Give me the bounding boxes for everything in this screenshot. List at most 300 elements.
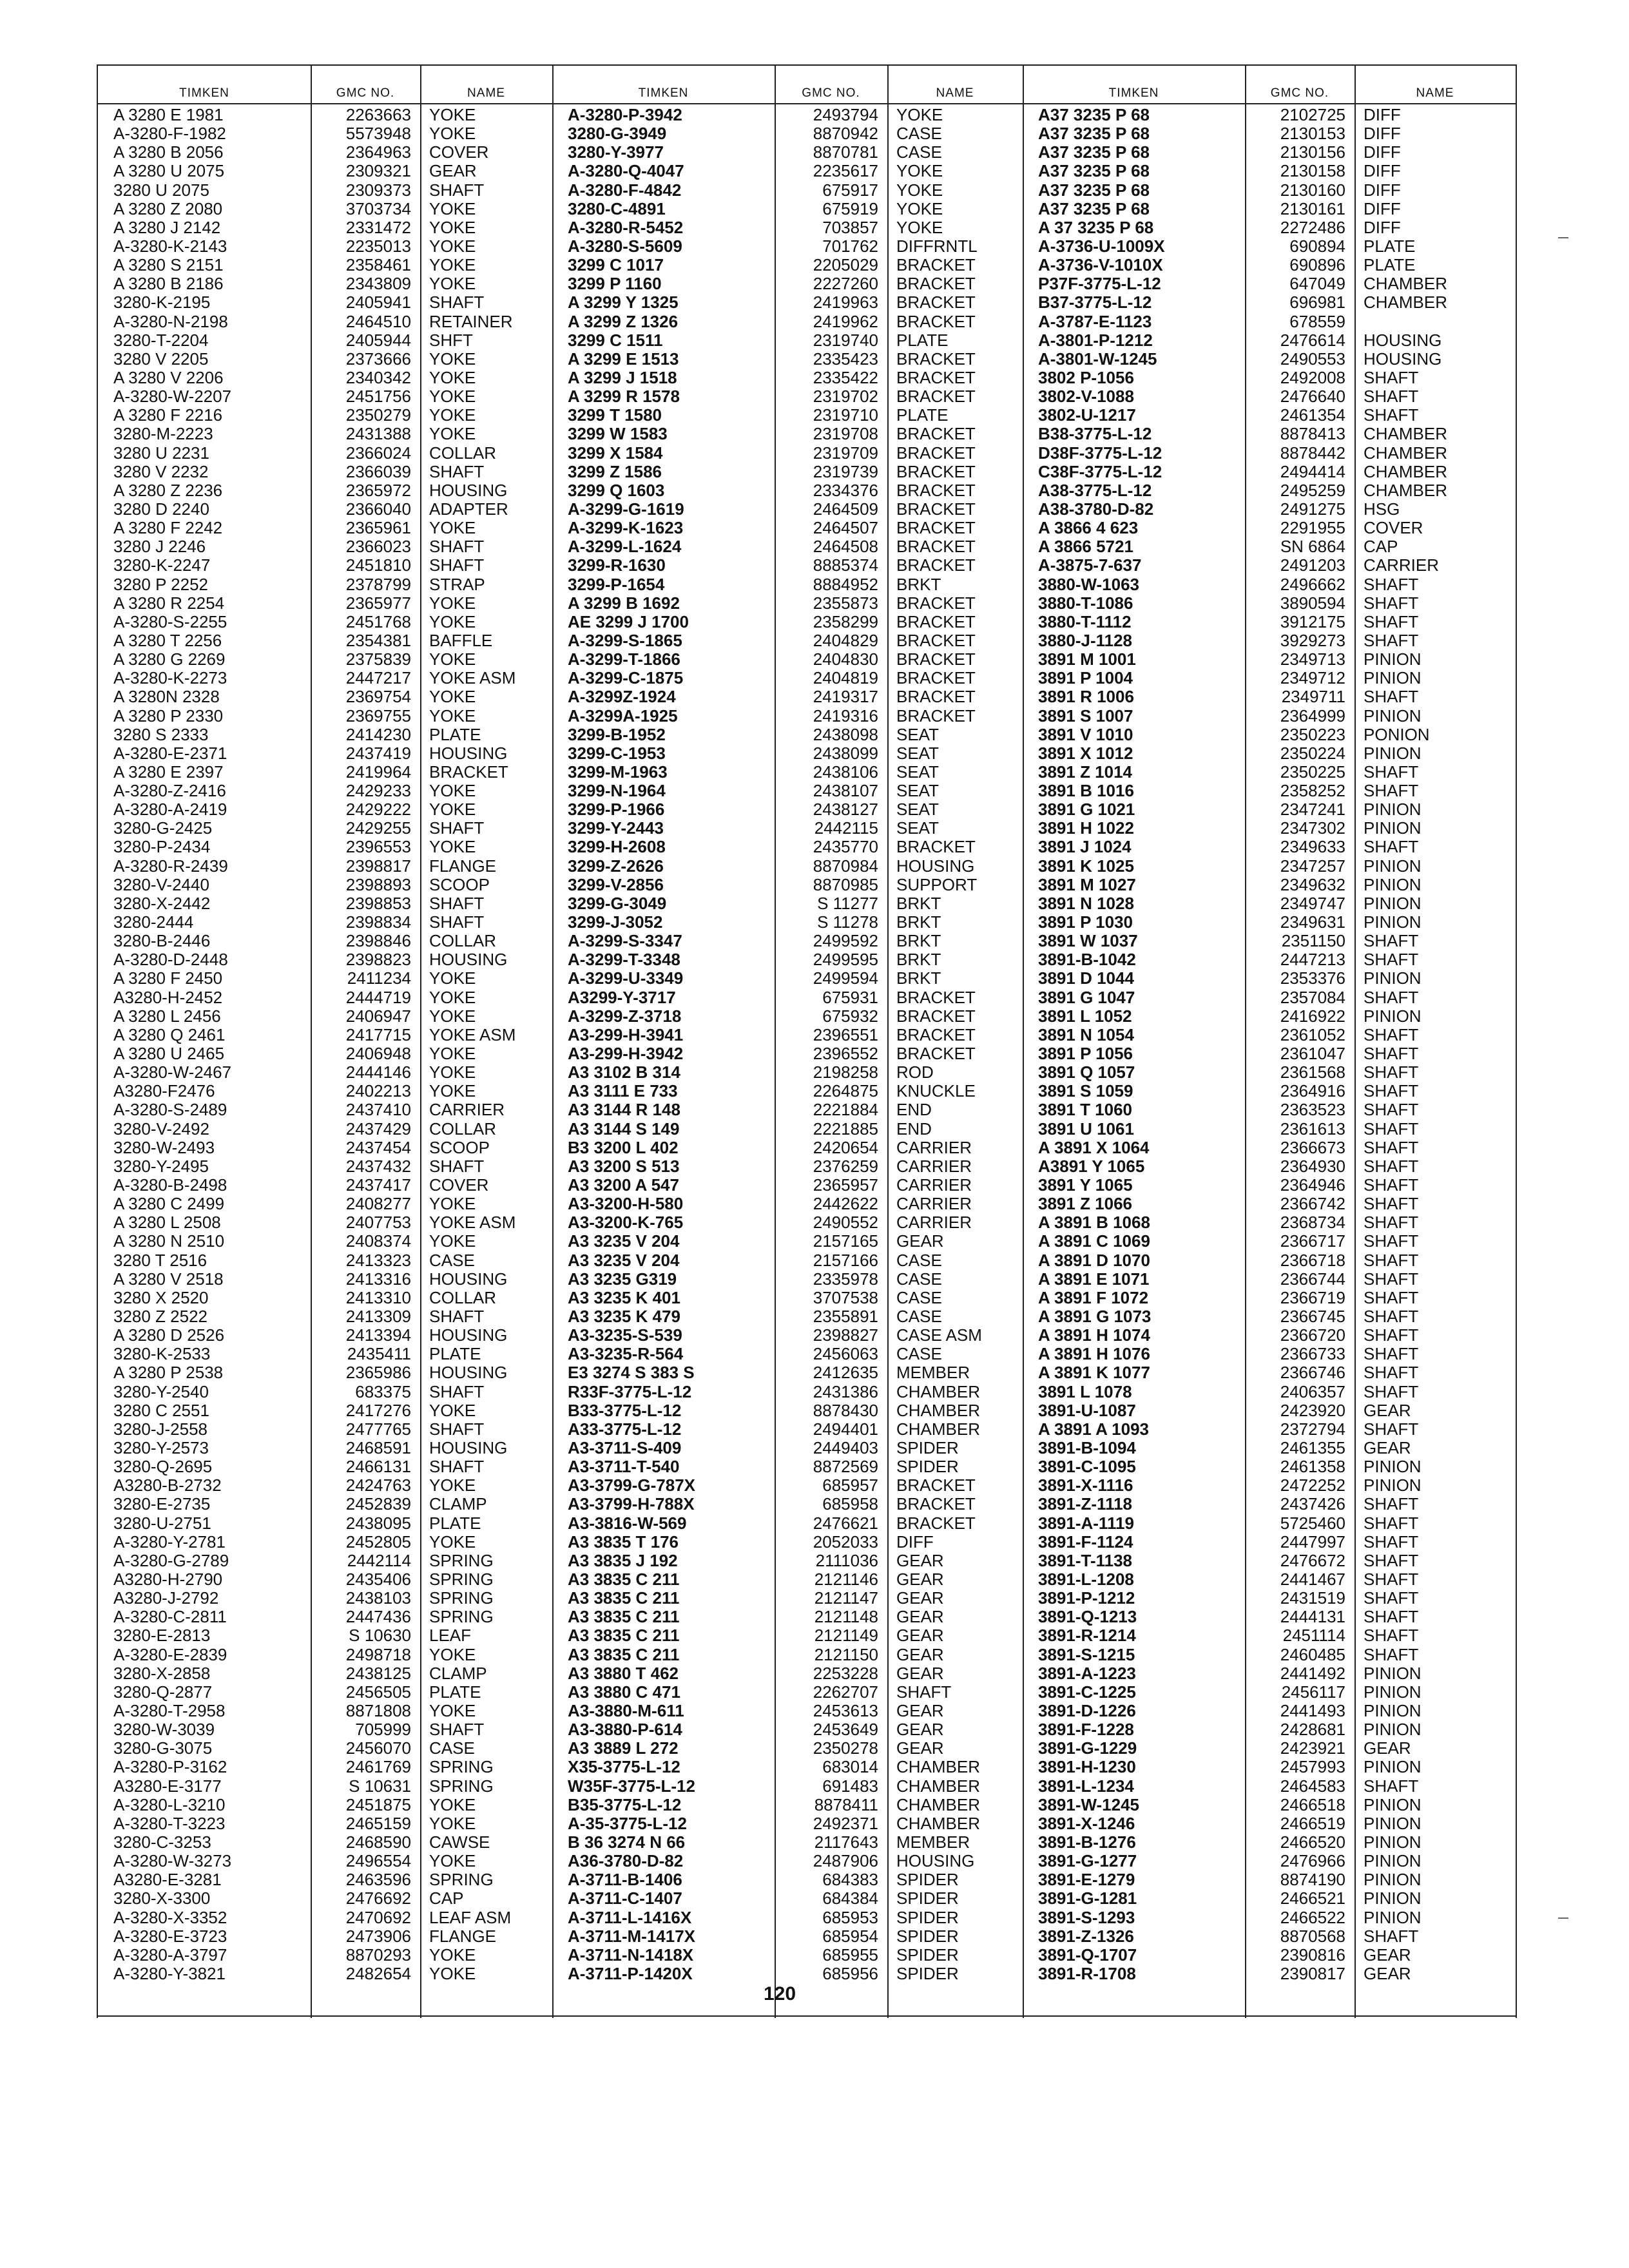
cell-gmc: 2398853 bbox=[345, 894, 411, 913]
cell-gmc: 2412635 bbox=[813, 1363, 878, 1383]
cell-name: YOKE bbox=[429, 1701, 476, 1720]
cell-gmc: 705999 bbox=[355, 1720, 411, 1740]
cell-name: YOKE bbox=[429, 593, 476, 613]
cell-gmc: S 10630 bbox=[349, 1626, 411, 1646]
cell-gmc: 2408277 bbox=[345, 1195, 411, 1214]
cell-gmc: 2419963 bbox=[813, 293, 878, 312]
cell-gmc: 2417715 bbox=[345, 1025, 411, 1044]
header-timken: TIMKEN bbox=[98, 66, 311, 104]
cell-gmc: 2406357 bbox=[1280, 1382, 1345, 1401]
cell-timken: A3299-Y-3717 bbox=[568, 988, 676, 1007]
cell-timken: B3 3200 L 402 bbox=[568, 1138, 679, 1157]
cell-timken: A3 3835 C 211 bbox=[568, 1570, 680, 1589]
cell-name: SHAFT bbox=[1364, 1363, 1419, 1383]
cell-timken: 3891 R 1006 bbox=[1038, 687, 1134, 707]
cell-gmc: 3703734 bbox=[345, 199, 411, 218]
cell-timken: 3280-C-3253 bbox=[113, 1832, 211, 1852]
cell-name: DIFFRNTL bbox=[896, 236, 978, 256]
cell-timken: A 3280 P 2330 bbox=[113, 706, 224, 726]
cell-timken: A 3299 E 1513 bbox=[568, 349, 679, 369]
cell-name: SHAFT bbox=[1364, 782, 1419, 801]
cell-gmc: 2437454 bbox=[345, 1138, 411, 1157]
cell-gmc: 2117643 bbox=[814, 1832, 878, 1852]
cell-name: SHAFT bbox=[429, 1382, 485, 1401]
cell-gmc: 5725460 bbox=[1280, 1514, 1345, 1533]
cell-timken: 3891-F-1228 bbox=[1038, 1720, 1134, 1740]
cell-name: YOKE bbox=[429, 274, 476, 294]
cell-gmc: 8884952 bbox=[813, 575, 878, 594]
cell-gmc: 2343809 bbox=[345, 274, 411, 294]
cell-gmc: 2309321 bbox=[345, 162, 411, 181]
cell-timken: A-3280-F-1982 bbox=[113, 124, 226, 144]
cell-timken: A 3280 S 2151 bbox=[113, 256, 224, 275]
cell-timken: 3280-V-2440 bbox=[113, 875, 209, 894]
cell-timken: 3891-X-1246 bbox=[1038, 1814, 1135, 1833]
cell-gmc: 2438127 bbox=[813, 800, 878, 820]
cell-gmc: 2437417 bbox=[345, 1176, 411, 1195]
cell-timken: 3280-P-2434 bbox=[113, 838, 211, 857]
cell-gmc: S 10631 bbox=[349, 1776, 411, 1796]
cell-timken: A3 3111 E 733 bbox=[568, 1082, 678, 1101]
cell-gmc: 2494414 bbox=[1280, 462, 1345, 481]
cell-timken: 3280 U 2231 bbox=[113, 443, 209, 463]
cell-name: YOKE bbox=[429, 988, 476, 1007]
cell-gmc: 2456505 bbox=[345, 1682, 411, 1702]
cell-gmc: 2451768 bbox=[345, 612, 411, 631]
cell-timken: A-3280-W-2467 bbox=[113, 1063, 232, 1082]
cell-name: DIFF bbox=[896, 1532, 934, 1552]
cell-timken: A3-3880-P-614 bbox=[568, 1720, 682, 1740]
cell-name: CLAMP bbox=[429, 1664, 487, 1683]
cell-gmc: 2407753 bbox=[345, 1213, 411, 1233]
cell-timken: 3280 S 2333 bbox=[113, 725, 209, 744]
cell-gmc: 2366733 bbox=[1280, 1345, 1345, 1364]
cell-name: SHAFT bbox=[429, 1720, 485, 1740]
cell-name: SHAFT bbox=[1364, 762, 1419, 782]
cell-timken: 3299 P 1160 bbox=[568, 274, 662, 294]
cell-name: SHAFT bbox=[1364, 1025, 1419, 1044]
cell-name: MEMBER bbox=[896, 1363, 970, 1383]
cell-timken: A3 3835 C 211 bbox=[568, 1608, 680, 1627]
cell-timken: 3280-Q-2877 bbox=[113, 1682, 213, 1702]
cell-gmc: 2262707 bbox=[813, 1682, 878, 1702]
cell-name: SHAFT bbox=[429, 556, 485, 575]
cell-timken: A-3280-T-3223 bbox=[113, 1814, 226, 1833]
cell-name: SHAFT bbox=[1364, 1551, 1419, 1570]
cell-name: PINION bbox=[1364, 1795, 1422, 1814]
cell-timken: 3891-W-1245 bbox=[1038, 1795, 1140, 1814]
cell-timken: A3280-E-3177 bbox=[113, 1776, 222, 1796]
cell-timken: A-3280-E-2839 bbox=[113, 1645, 227, 1664]
cell-name: CHAMBER bbox=[1364, 274, 1448, 294]
cell-name: SPIDER bbox=[896, 1964, 959, 1983]
cell-name: GEAR bbox=[1364, 1945, 1411, 1965]
cell-gmc: 8870942 bbox=[813, 124, 878, 144]
cell-timken: 3891-Z-1326 bbox=[1038, 1927, 1134, 1946]
cell-timken: A 3280 U 2465 bbox=[113, 1044, 225, 1064]
cell-gmc: 2398817 bbox=[345, 856, 411, 876]
cell-gmc: 2431388 bbox=[345, 425, 411, 444]
cell-name: SHAFT bbox=[1364, 1345, 1419, 1364]
cell-name: MEMBER bbox=[896, 1832, 970, 1852]
cell-timken: 3280 V 2232 bbox=[113, 462, 209, 481]
cell-gmc: 2398893 bbox=[345, 875, 411, 894]
cell-gmc: 2373666 bbox=[345, 349, 411, 369]
parts-cross-reference-table bbox=[97, 64, 1517, 2018]
cell-gmc: 678559 bbox=[1289, 312, 1345, 331]
cell-timken: 3891 G 1047 bbox=[1038, 988, 1135, 1007]
cell-name: DIFF bbox=[1364, 199, 1401, 218]
cell-gmc: 2461355 bbox=[1280, 1438, 1345, 1457]
cell-gmc: 2413316 bbox=[345, 1269, 411, 1289]
cell-name: YOKE bbox=[429, 969, 476, 988]
cell-timken: A-3299-L-1624 bbox=[568, 537, 682, 557]
cell-name: BRACKET bbox=[896, 1476, 976, 1495]
cell-timken: A-3280-T-2958 bbox=[113, 1701, 226, 1720]
bottom-rule bbox=[97, 2015, 1516, 2017]
cell-name: YOKE bbox=[429, 368, 476, 387]
cell-name: SHAFT bbox=[1364, 1044, 1419, 1064]
cell-gmc: 2319740 bbox=[813, 331, 878, 350]
cell-gmc: 2437429 bbox=[345, 1119, 411, 1139]
cell-gmc: 2442115 bbox=[814, 819, 878, 838]
cell-timken: 3891-Z-1118 bbox=[1038, 1495, 1133, 1514]
cell-timken: 3891 N 1054 bbox=[1038, 1025, 1134, 1044]
cell-timken: A-3299-G-1619 bbox=[568, 499, 684, 519]
cell-gmc: 2435411 bbox=[347, 1345, 411, 1364]
cell-gmc: 2121147 bbox=[814, 1589, 878, 1608]
cell-name: CARRIER bbox=[1364, 556, 1440, 575]
cell-gmc: 2423921 bbox=[1280, 1739, 1345, 1758]
cell-name: COVER bbox=[429, 1176, 489, 1195]
cell-gmc: 2487906 bbox=[813, 1852, 878, 1871]
cell-gmc: 2463596 bbox=[345, 1870, 411, 1890]
cell-name: SHAFT bbox=[429, 1157, 485, 1176]
cell-timken: 3280-Y-2540 bbox=[113, 1382, 209, 1401]
cell-name: HOUSING bbox=[429, 481, 508, 500]
cell-name: SHAFT bbox=[1364, 1645, 1419, 1664]
cell-name: SHAFT bbox=[1364, 1176, 1419, 1195]
cell-timken: 3299 Z 1586 bbox=[568, 462, 662, 481]
cell-name: HOUSING bbox=[896, 1852, 975, 1871]
cell-gmc: 2419316 bbox=[813, 706, 878, 726]
cell-name: YOKE bbox=[896, 162, 943, 181]
cell-name: SUPPORT bbox=[896, 875, 978, 894]
cell-name: DIFF bbox=[1364, 143, 1401, 162]
cell-gmc: 2492008 bbox=[1280, 368, 1345, 387]
cell-timken: A3 3835 C 211 bbox=[568, 1589, 680, 1608]
column-timken-2 bbox=[552, 106, 775, 2018]
cell-name: BAFFLE bbox=[429, 631, 493, 650]
cell-timken: E3 3274 S 383 S bbox=[568, 1363, 695, 1383]
cell-name: SPRING bbox=[429, 1551, 494, 1570]
cell-timken: 3891 T 1060 bbox=[1038, 1100, 1133, 1120]
cell-name: GEAR bbox=[896, 1551, 944, 1570]
cell-gmc: 2496662 bbox=[1280, 575, 1345, 594]
cell-gmc: 2361047 bbox=[1280, 1044, 1345, 1064]
cell-name: YOKE bbox=[429, 425, 476, 444]
cell-timken: A 3299 B 1692 bbox=[568, 593, 680, 613]
cell-timken: A 3280 C 2499 bbox=[113, 1195, 225, 1214]
cell-timken: 3891-C-1095 bbox=[1038, 1457, 1136, 1477]
cell-gmc: 2405941 bbox=[345, 293, 411, 312]
cell-timken: A 3891 H 1074 bbox=[1038, 1326, 1150, 1345]
cell-timken: 3280-Q-2695 bbox=[113, 1457, 213, 1477]
cell-timken: 3299-H-2608 bbox=[568, 838, 666, 857]
cell-gmc: 2121149 bbox=[814, 1626, 878, 1646]
cell-name: SHAFT bbox=[1364, 1514, 1419, 1533]
cell-gmc: 2375839 bbox=[345, 650, 411, 669]
cell-timken: 3280-E-2735 bbox=[113, 1495, 211, 1514]
cell-gmc: 2121146 bbox=[814, 1570, 878, 1589]
header-timken: TIMKEN bbox=[1023, 66, 1245, 104]
cell-name: PONION bbox=[1364, 725, 1430, 744]
cell-name: YOKE bbox=[896, 218, 943, 237]
cell-name: BRACKET bbox=[896, 1044, 976, 1064]
cell-name: SHAFT bbox=[1364, 1307, 1419, 1326]
cell-name: HOUSING bbox=[429, 1326, 508, 1345]
cell-gmc: 2473906 bbox=[345, 1927, 411, 1946]
cell-name: COLLAR bbox=[429, 932, 497, 951]
cell-name: PINION bbox=[1364, 744, 1422, 763]
cell-gmc: 2365961 bbox=[345, 519, 411, 538]
cell-timken: A 3299 J 1518 bbox=[568, 368, 677, 387]
cell-gmc: 2366742 bbox=[1280, 1195, 1345, 1214]
cell-gmc: 2366024 bbox=[345, 443, 411, 463]
cell-timken: A 3891 A 1093 bbox=[1038, 1419, 1150, 1439]
cell-timken: A-3280-P-3162 bbox=[113, 1758, 227, 1777]
cell-name: SHAFT bbox=[1364, 631, 1419, 650]
cell-timken: 3891-P-1212 bbox=[1038, 1589, 1135, 1608]
cell-timken: A 3891 X 1064 bbox=[1038, 1138, 1150, 1157]
cell-name: SHAFT bbox=[1364, 368, 1419, 387]
cell-timken: A3-3799-G-787X bbox=[568, 1476, 695, 1495]
cell-timken: 3280-B-2446 bbox=[113, 932, 211, 951]
cell-name: HOUSING bbox=[1364, 349, 1442, 369]
cell-gmc: 2121150 bbox=[814, 1645, 878, 1664]
cell-name: CHAMBER bbox=[1364, 293, 1448, 312]
cell-gmc: SN 6864 bbox=[1280, 537, 1345, 557]
cell-gmc: 2490553 bbox=[1280, 349, 1345, 369]
cell-name: SHAFT bbox=[1364, 593, 1419, 613]
cell-name: YOKE bbox=[429, 256, 476, 275]
cell-name: PINION bbox=[1364, 856, 1422, 876]
cell-gmc: 2460485 bbox=[1280, 1645, 1345, 1664]
cell-name: PINION bbox=[1364, 969, 1422, 988]
cell-timken: A37 3235 P 68 bbox=[1038, 106, 1150, 124]
cell-timken: A3-3235-S-539 bbox=[568, 1326, 682, 1345]
cell-timken: 3891-X-1116 bbox=[1038, 1476, 1133, 1495]
cell-timken: 3280-W-2493 bbox=[113, 1138, 215, 1157]
cell-gmc: 2309373 bbox=[345, 180, 411, 200]
cell-timken: A-3299A-1925 bbox=[568, 706, 678, 726]
cell-name: YOKE bbox=[429, 1063, 476, 1082]
cell-timken: A-3280-P-3942 bbox=[568, 106, 682, 124]
cell-timken: 3891 B 1016 bbox=[1038, 782, 1134, 801]
cell-gmc: 2493794 bbox=[813, 106, 878, 124]
cell-timken: A 3866 5721 bbox=[1038, 537, 1133, 557]
cell-name: SHAFT bbox=[1364, 1138, 1419, 1157]
cell-timken: A 3866 4 623 bbox=[1038, 519, 1139, 538]
cell-name: BRACKET bbox=[896, 593, 976, 613]
cell-timken: A3280-E-3281 bbox=[113, 1870, 222, 1890]
cell-timken: 3891-L-1208 bbox=[1038, 1570, 1134, 1589]
header-gmc: GMC NO. bbox=[311, 66, 420, 104]
cell-gmc: 8870985 bbox=[813, 875, 878, 894]
cell-name: SHAFT bbox=[1364, 1495, 1419, 1514]
cell-gmc: 2447997 bbox=[1280, 1532, 1345, 1552]
cell-gmc: 2468591 bbox=[345, 1438, 411, 1457]
cell-gmc: 2331472 bbox=[345, 218, 411, 237]
cell-timken: A 3280 G 2269 bbox=[113, 650, 226, 669]
cell-name: GEAR bbox=[896, 1701, 944, 1720]
cell-gmc: 685956 bbox=[822, 1964, 878, 1983]
cell-name: GEAR bbox=[896, 1720, 944, 1740]
cell-timken: A-3280-L-3210 bbox=[113, 1795, 226, 1814]
cell-gmc: 2102725 bbox=[1280, 106, 1345, 124]
cell-gmc: 2441467 bbox=[1280, 1570, 1345, 1589]
cell-name: HOUSING bbox=[429, 950, 508, 970]
cell-name: SPIDER bbox=[896, 1889, 959, 1908]
cell-gmc: 2349631 bbox=[1280, 913, 1345, 932]
cell-gmc: 2378799 bbox=[345, 575, 411, 594]
cell-timken: 3891 V 1010 bbox=[1038, 725, 1133, 744]
cell-name: BRACKET bbox=[896, 462, 976, 481]
cell-timken: A-3875-7-637 bbox=[1038, 556, 1142, 575]
cell-timken: A3280-H-2790 bbox=[113, 1570, 223, 1589]
cell-gmc: 2227260 bbox=[813, 274, 878, 294]
cell-name: SPRING bbox=[429, 1589, 494, 1608]
cell-timken: A3-3799-H-788X bbox=[568, 1495, 695, 1514]
cell-timken: 3891-U-1087 bbox=[1038, 1401, 1136, 1420]
cell-name: SHAFT bbox=[429, 913, 485, 932]
cell-gmc: 2491203 bbox=[1280, 556, 1345, 575]
cell-gmc: 2437410 bbox=[345, 1100, 411, 1120]
cell-timken: 3891-Q-1213 bbox=[1038, 1608, 1137, 1627]
cell-name: CHAMBER bbox=[896, 1382, 981, 1401]
cell-gmc: 2368734 bbox=[1280, 1213, 1345, 1233]
cell-gmc: 703857 bbox=[822, 218, 878, 237]
cell-name: GEAR bbox=[896, 1589, 944, 1608]
cell-name: SEAT bbox=[896, 819, 939, 838]
cell-gmc: 2413394 bbox=[345, 1326, 411, 1345]
cell-gmc: 2456063 bbox=[813, 1345, 878, 1364]
cell-gmc: 2466521 bbox=[1280, 1889, 1345, 1908]
cell-gmc: 2404830 bbox=[813, 650, 878, 669]
cell-timken: A3 3835 T 176 bbox=[568, 1532, 679, 1552]
cell-timken: 3891 Z 1014 bbox=[1038, 762, 1133, 782]
cell-name: HOUSING bbox=[1364, 331, 1442, 350]
cell-timken: 3280 V 2205 bbox=[113, 349, 209, 369]
cell-gmc: 2499592 bbox=[813, 932, 878, 951]
cell-timken: A-3280-S-2255 bbox=[113, 612, 227, 631]
cell-timken: 3280 P 2252 bbox=[113, 575, 208, 594]
cell-name: SEAT bbox=[896, 744, 939, 763]
cell-gmc: 2366719 bbox=[1280, 1288, 1345, 1307]
cell-timken: 3891 P 1056 bbox=[1038, 1044, 1133, 1064]
cell-gmc: 2349632 bbox=[1280, 875, 1345, 894]
cell-name: YOKE bbox=[429, 124, 476, 144]
cell-timken: A 3891 B 1068 bbox=[1038, 1213, 1150, 1233]
cell-gmc: 2452805 bbox=[345, 1532, 411, 1552]
cell-timken: 3891 W 1037 bbox=[1038, 932, 1138, 951]
cell-gmc: 2499595 bbox=[813, 950, 878, 970]
cell-gmc: 2437432 bbox=[345, 1157, 411, 1176]
cell-gmc: 2477765 bbox=[345, 1419, 411, 1439]
cell-timken: 3891-E-1279 bbox=[1038, 1870, 1135, 1890]
cell-timken: A 3280N 2328 bbox=[113, 687, 220, 707]
cell-gmc: 2466522 bbox=[1280, 1908, 1345, 1927]
cell-timken: 3891-G-1229 bbox=[1038, 1739, 1137, 1758]
cell-name: YOKE bbox=[429, 612, 476, 631]
cell-name: CASE bbox=[896, 1307, 942, 1326]
cell-name: CASE bbox=[429, 1251, 475, 1270]
cell-timken: A-3711-N-1418X bbox=[568, 1945, 694, 1965]
cell-name: SHAFT bbox=[1364, 1082, 1419, 1101]
cell-timken: A-3299-U-3349 bbox=[568, 969, 684, 988]
cell-timken: A3-3235-R-564 bbox=[568, 1345, 684, 1364]
cell-gmc: 2396553 bbox=[345, 838, 411, 857]
cell-name: CARRIER bbox=[896, 1176, 972, 1195]
cell-gmc: 2406948 bbox=[345, 1044, 411, 1064]
cell-gmc: 685953 bbox=[822, 1908, 878, 1927]
cell-gmc: 2354381 bbox=[345, 631, 411, 650]
cell-timken: A37 3235 P 68 bbox=[1038, 124, 1150, 144]
cell-gmc: 683375 bbox=[355, 1382, 411, 1401]
cell-timken: A-3299Z-1924 bbox=[568, 687, 676, 707]
cell-gmc: 2405944 bbox=[345, 331, 411, 350]
cell-name: GEAR bbox=[896, 1664, 944, 1683]
cell-gmc: 685954 bbox=[822, 1927, 878, 1946]
cell-timken: 3280-U-2751 bbox=[113, 1514, 211, 1533]
cell-gmc: 8878411 bbox=[814, 1795, 878, 1814]
cell-gmc: 2398846 bbox=[345, 932, 411, 951]
cell-name: SHAFT bbox=[896, 1682, 952, 1702]
cell-name: YOKE bbox=[429, 1195, 476, 1214]
cell-gmc: 701762 bbox=[822, 236, 878, 256]
cell-name: ADAPTER bbox=[429, 499, 508, 519]
cell-name: YOKE ASM bbox=[429, 1025, 516, 1044]
cell-name: PINION bbox=[1364, 1720, 1422, 1740]
cell-timken: 3280 T 2516 bbox=[113, 1251, 207, 1270]
cell-name: SEAT bbox=[896, 800, 939, 820]
cell-timken: 3891-C-1225 bbox=[1038, 1682, 1136, 1702]
cell-timken: A-3736-V-1010X bbox=[1038, 256, 1163, 275]
cell-name: PINION bbox=[1364, 669, 1422, 688]
cell-name: BRKT bbox=[896, 894, 941, 913]
cell-timken: A-3299-T-1866 bbox=[568, 650, 680, 669]
cell-timken: A-3711-L-1416X bbox=[568, 1908, 692, 1927]
cell-timken: A-3280-A-2419 bbox=[113, 800, 227, 820]
cell-gmc: S 11278 bbox=[817, 913, 878, 932]
cell-timken: A 3299 R 1578 bbox=[568, 387, 680, 407]
cell-gmc: 675917 bbox=[822, 180, 878, 200]
cell-name: SPRING bbox=[429, 1570, 494, 1589]
cell-name: BRACKET bbox=[896, 425, 976, 444]
cell-gmc: 2319739 bbox=[813, 462, 878, 481]
cell-timken: 3299-M-1963 bbox=[568, 762, 668, 782]
cell-gmc: 5573948 bbox=[345, 124, 411, 144]
cell-gmc: 2353376 bbox=[1280, 969, 1345, 988]
cell-timken: 3891 N 1028 bbox=[1038, 894, 1134, 913]
cell-timken: A 3891 G 1073 bbox=[1038, 1307, 1152, 1326]
cell-gmc: 2335978 bbox=[813, 1269, 878, 1289]
cell-timken: 3891-R-1214 bbox=[1038, 1626, 1136, 1646]
cell-name: YOKE bbox=[896, 106, 943, 124]
cell-name: GEAR bbox=[896, 1232, 944, 1251]
cell-timken: 3802-U-1217 bbox=[1038, 406, 1136, 425]
cell-gmc: 2431519 bbox=[1280, 1589, 1345, 1608]
